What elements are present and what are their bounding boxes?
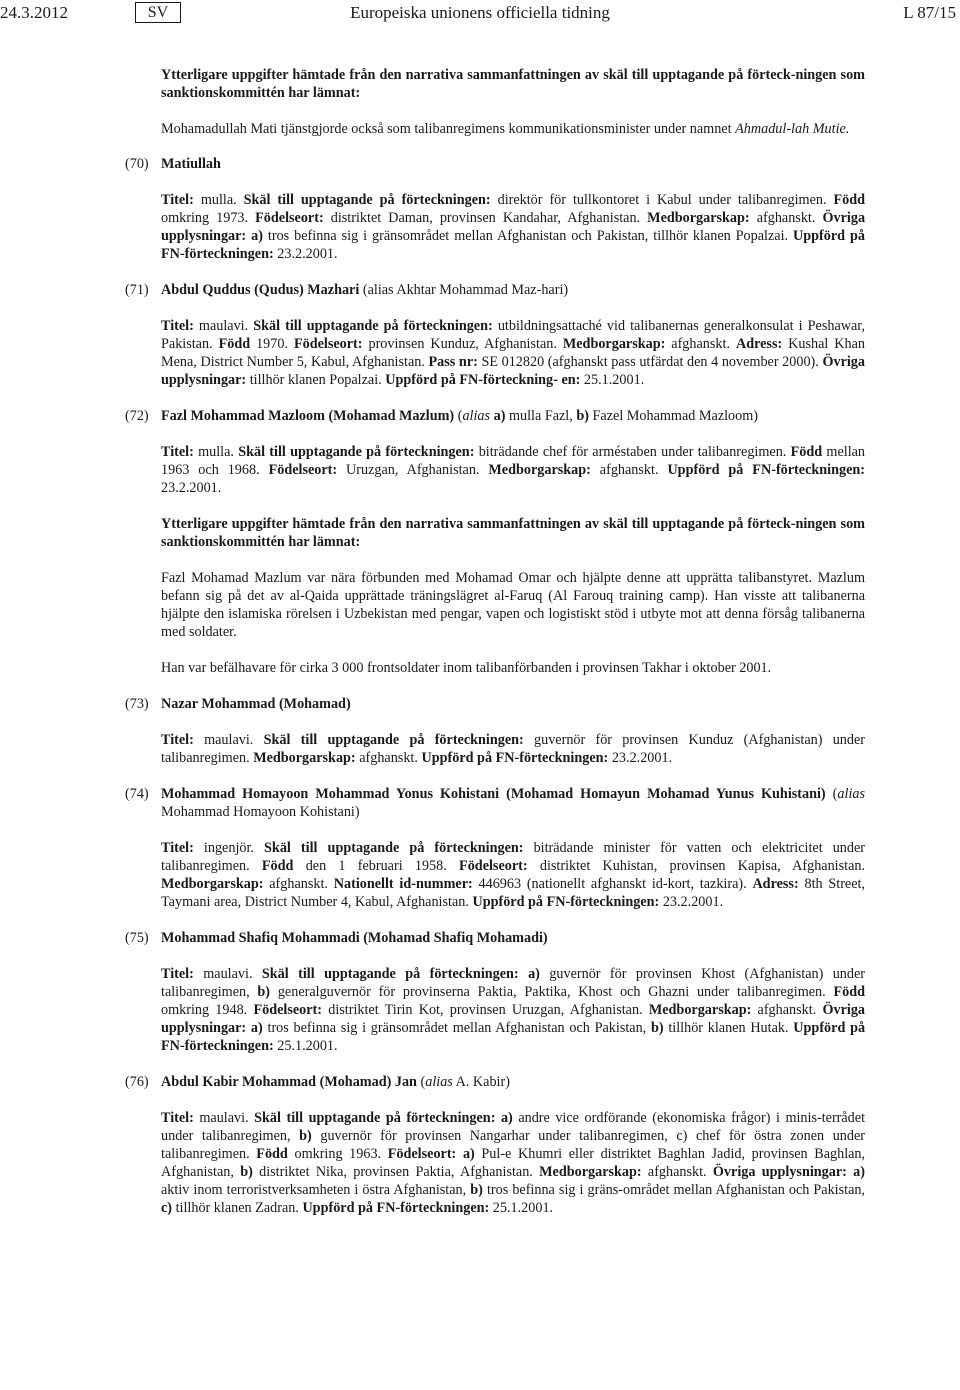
- narrative-heading: Ytterligare uppgifter hämtade från den narrativa sammanfattningen av skäl till upptagande på förteck-ningen som sanktionskommittén har lämnat:: [161, 516, 865, 550]
- entry-number: (71): [125, 282, 149, 298]
- list-entry-75: [125, 929, 865, 1055]
- list-entry-71: [125, 281, 865, 389]
- page-header: [0, 2, 960, 26]
- entry-number: (76): [125, 1074, 149, 1090]
- entry-details: Titel: maulavi. Skäl till upptagande på förteckningen: a) guvernör för provinsen Khost (Afghanistan) under talibanregimen, b) generalguvernör för provinserna Paktia, Paktika, Khost och Ghazni under talibanregimen. Född omkring 1948. Födelseort: distriktet Tirin Kot, provinsen Uruzgan, Afghanistan. Medborgarskap: afghanskt. Övriga upplysningar: a) tros befinna sig i gränsområdet mellan Afghanistan och Pakistan, b) tillhör klanen Hutak. Uppförd på FN-förteckningen: 25.1.2001.: [161, 966, 866, 1054]
- entry-number: (74): [125, 786, 149, 802]
- language-code-box: SV: [135, 2, 181, 23]
- narrative-paragraph: Han var befälhavare för cirka 3 000 frontsoldater inom talibanförbanden i provinsen Takhar i oktober 2001.: [161, 660, 772, 676]
- entry-number: (75): [125, 930, 149, 946]
- list-entry-74: [125, 785, 865, 911]
- list-entry-70: [125, 155, 865, 263]
- publication-date: 24.3.2012: [0, 3, 68, 22]
- entry-details: Titel: mulla. Skäl till upptagande på förteckningen: direktör för tullkontoret i Kabul under talibanregimen. Född omkring 1973. Födelseort: distriktet Daman, provinsen Kandahar, Afghanistan. Medborgarskap: afghanskt. Övriga upplysningar: a) tros befinna sig i gränsområdet mellan Afghanistan och Pakistan, tillhör klanen Popalzai. Uppförd på FN-förteckningen: 23.2.2001.: [161, 192, 866, 262]
- list-entry-73: [125, 695, 865, 767]
- entry-name: Matiullah: [161, 156, 221, 172]
- narrative-heading: Ytterligare uppgifter hämtade från den narrativa sammanfattningen av skäl till upptagande på förteck-ningen som sanktionskommittén har lämnat:: [161, 67, 865, 101]
- narrative-paragraph: Fazl Mohamad Mazlum var nära förbunden med Mohamad Omar och hjälpte denne att upprätta talibanstyret. Mazlum befann sig på det av al-Qaida upprättade träningslägret al-Faruq (Al Farouq training camp). Han visste att talibanerna hjälpte den islamiska rörelsen i Uzbekistan med pengar, vapen och logistiskt stöd i utbyte mot att denna försåg talibanerna med soldater.: [161, 570, 865, 640]
- entry-number: (70): [125, 156, 149, 172]
- entry-name: Fazl Mohammad Mazloom (Mohamad Mazlum) (alias a) mulla Fazl, b) Fazel Mohammad Mazloom): [161, 408, 759, 424]
- page-number: L 87/15: [903, 3, 956, 22]
- narrative-paragraph: Mohamadullah Mati tjänstgjorde också som talibanregimens kommunikationsminister under namnet Ahmadul-lah Mutie.: [161, 121, 850, 137]
- entry-name: Abdul Kabir Mohammad (Mohamad) Jan (alias A. Kabir): [161, 1074, 510, 1090]
- journal-title: Europeiska unionens officiella tidning: [350, 3, 610, 22]
- list-entry-76: [125, 1073, 865, 1217]
- entry-details: Titel: ingenjör. Skäl till upptagande på förteckningen: biträdande minister för vatten och elektricitet under talibanregimen. Född den 1 februari 1958. Födelseort: distriktet Kuhistan, provinsen Kapisa, Afghanistan. Medborgarskap: afghanskt. Nationellt id-nummer: 446963 (nationellt afghanskt id-kort, tazkira). Adress: 8th Street, Taymani area, District Number 4, Kabul, Afghanistan. Uppförd på FN-förteckningen: 23.2.2001.: [161, 840, 866, 910]
- entry-number: (73): [125, 696, 149, 712]
- entry-details: Titel: maulavi. Skäl till upptagande på förteckningen: a) andre vice ordförande (ekonomiska frågor) i minis-terrådet under talibanregimen, b) guvernör för provinsen Nangarhar under talibanregimen, c) chef för östra zonen under talibanregimen. Född omkring 1963. Födelseort: a) Pul-e Khumri eller distriktet Baghlan Jadid, provinsen Baghlan, Afghanistan, b) distriktet Nika, provinsen Paktia, Afghanistan. Medborgarskap: afghanskt. Övriga upplysningar: a) aktiv inom terroristverksamheten i östra Afghanistan, b) tros befinna sig i gräns-området mellan Afghanistan och Pakistan, c) tillhör klanen Zadran. Uppförd på FN-förteckningen: 25.1.2001.: [161, 1110, 866, 1216]
- entry-details: Titel: mulla. Skäl till upptagande på förteckningen: biträdande chef för arméstaben under talibanregimen. Född mellan 1963 och 1968. Födelseort: Uruzgan, Afghanistan. Medborgarskap: afghanskt. Uppförd på FN-förteckningen: 23.2.2001.: [161, 444, 866, 496]
- entry-name: Abdul Quddus (Qudus) Mazhari (alias Akhtar Mohammad Maz-hari): [161, 282, 569, 298]
- entry-details: Titel: maulavi. Skäl till upptagande på förteckningen: utbildningsattaché vid talibanernas generalkonsulat i Peshawar, Pakistan. Född 1970. Födelseort: provinsen Kunduz, Afghanistan. Medborgarskap: afghanskt. Adress: Kushal Khan Mena, District Number 5, Kabul, Afghanistan. Pass nr: SE 012820 (afghanskt pass utfärdat den 4 november 2000). Övriga upplysningar: tillhör klanen Popalzai. Uppförd på FN-förteckning- en: 25.1.2001.: [161, 318, 866, 388]
- entry-details: Titel: maulavi. Skäl till upptagande på förteckningen: guvernör för provinsen Kunduz (Afghanistan) under talibanregimen. Medborgarskap: afghanskt. Uppförd på FN-förteckningen: 23.2.2001.: [161, 732, 865, 766]
- entry-number: (72): [125, 408, 149, 424]
- entry-name: Nazar Mohammad (Mohamad): [161, 696, 351, 712]
- entry-name: Mohammad Homayoon Mohammad Yonus Kohistani (Mohamad Homayun Mohamad Yunus Kuhistani) (alias Mohammad Homayoon Kohistani): [161, 786, 865, 820]
- entry-name: Mohammad Shafiq Mohammadi (Mohamad Shafiq Mohamadi): [161, 930, 548, 946]
- document-body: [125, 66, 865, 1217]
- list-entry-72: [125, 407, 865, 677]
